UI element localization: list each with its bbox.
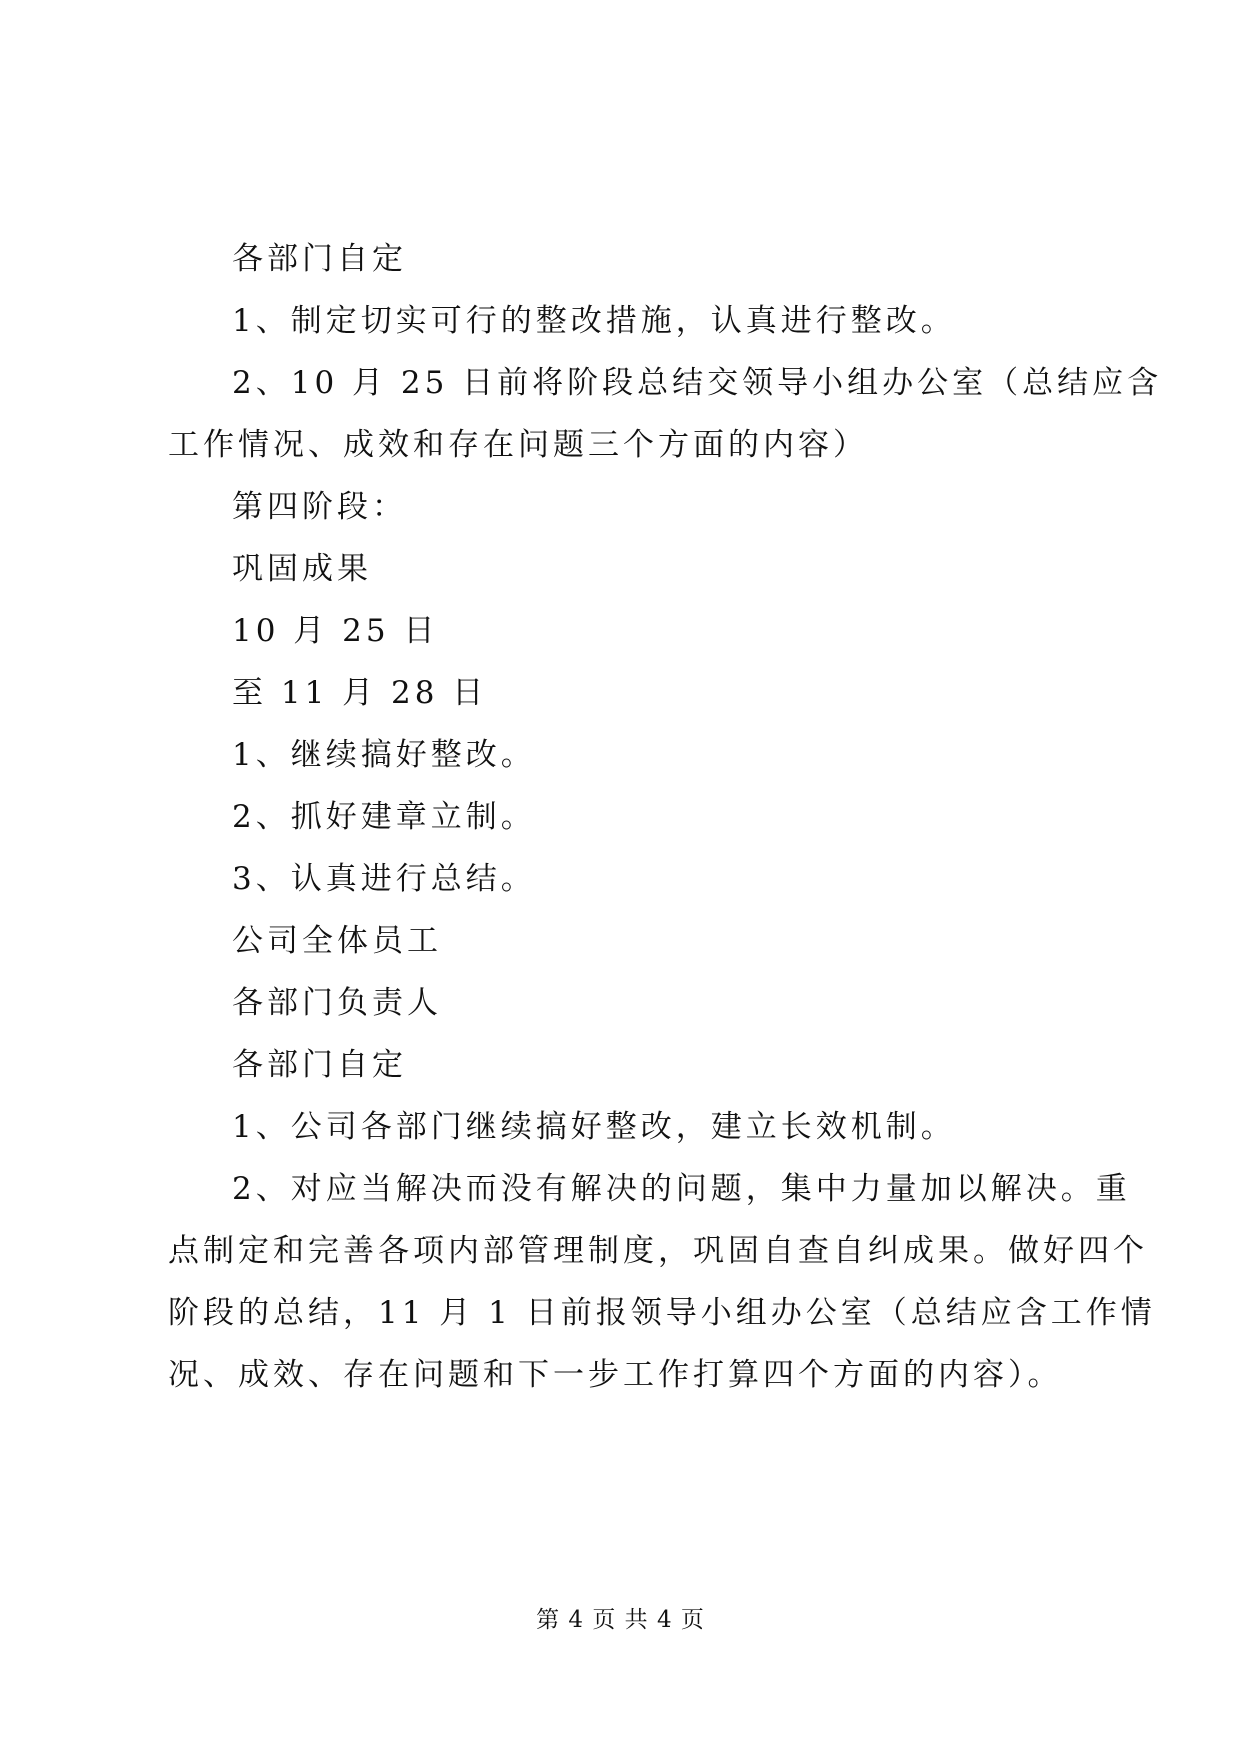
text-line: 3、认真进行总结。 xyxy=(232,861,536,897)
text-line: 2、抓好建章立制。 xyxy=(232,799,536,835)
text-line: 工作情况、成效和存在问题三个方面的内容） xyxy=(168,427,868,463)
text-line: 2、对应当解决而没有解决的问题，集中力量加以解决。重 xyxy=(232,1171,1131,1207)
text-line: 1、继续搞好整改。 xyxy=(232,737,536,773)
text-line: 况、成效、存在问题和下一步工作打算四个方面的内容）。 xyxy=(168,1357,1063,1393)
text-line: 2、10 月 25 日前将阶段总结交领导小组办公室（总结应含 xyxy=(232,365,1163,401)
text-line: 各部门自定 xyxy=(232,241,407,277)
text-line: 点制定和完善各项内部管理制度，巩固自查自纠成果。做好四个 xyxy=(168,1233,1148,1269)
text-line: 10 月 25 日 xyxy=(232,613,439,649)
text-line: 第四阶段： xyxy=(232,489,407,525)
text-line: 至 11 月 28 日 xyxy=(232,675,488,711)
text-line: 各部门负责人 xyxy=(232,985,442,1021)
text-line: 1、公司各部门继续搞好整改，建立长效机制。 xyxy=(232,1109,956,1145)
page-number-footer: 第 4 页 共 4 页 xyxy=(536,1607,705,1633)
text-line: 公司全体员工 xyxy=(232,923,442,959)
document-body xyxy=(168,228,1163,1406)
text-line: 各部门自定 xyxy=(232,1047,407,1083)
text-line: 巩固成果 xyxy=(232,551,372,587)
text-line: 1、制定切实可行的整改措施，认真进行整改。 xyxy=(232,303,956,339)
text-line: 阶段的总结，11 月 1 日前报领导小组办公室（总结应含工作情 xyxy=(168,1295,1156,1331)
